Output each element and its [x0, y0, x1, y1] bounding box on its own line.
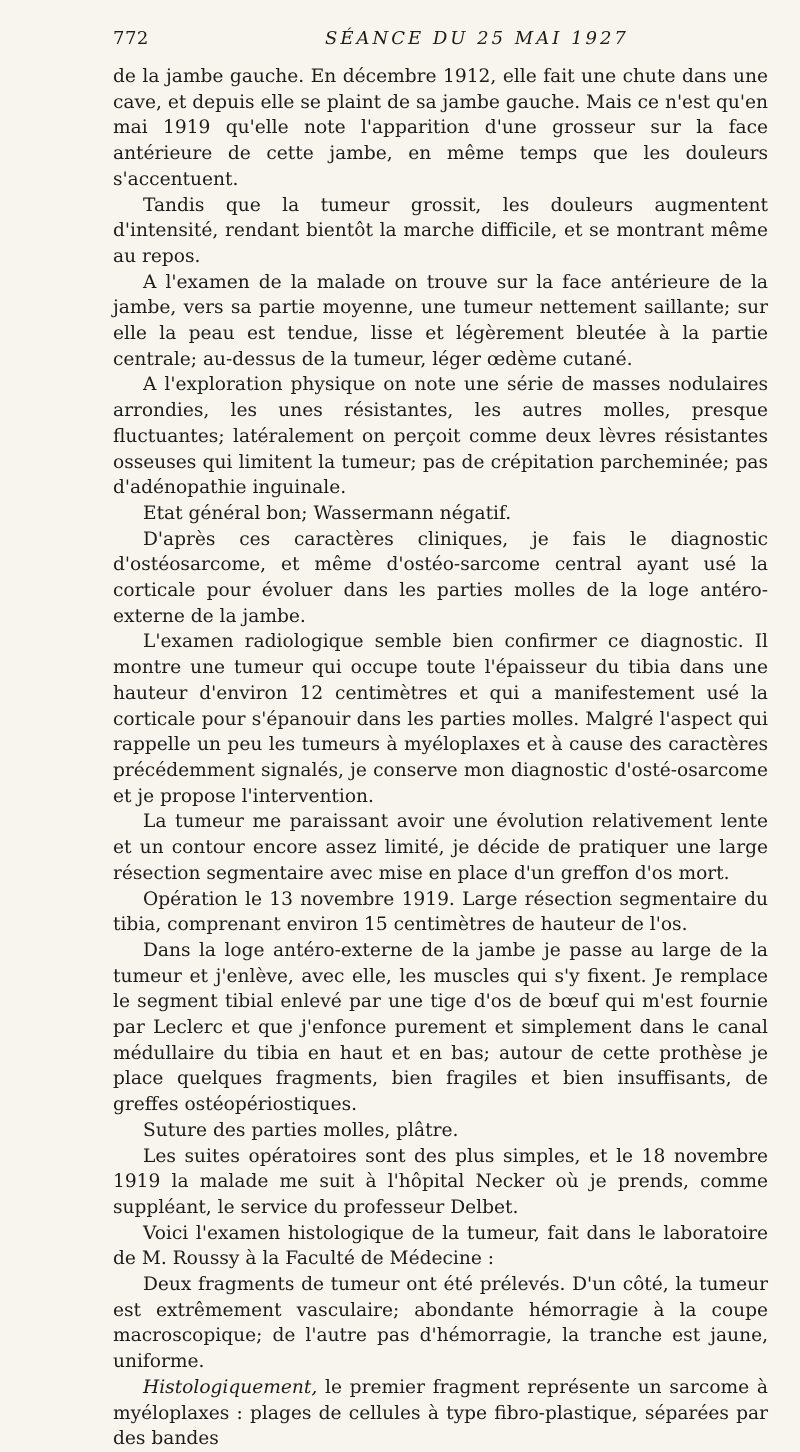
paragraph: A l'examen de la malade on trouve sur la face antérieure de la jambe, vers sa partie moyenne, une tumeur nettement saillante; sur elle la peau est tendue, lisse et légèrement bleutée à la partie centrale; au-dessus de la tumeur, léger œdème cutané. [113, 271, 768, 370]
paragraph: Opération le 13 novembre 1919. Large résection segmentaire du tibia, comprenant environ 15 centimètres de hauteur de l'os. [113, 888, 768, 936]
page-number: 772 [113, 28, 149, 49]
paragraph: Suture des parties molles, plâtre. [143, 1119, 459, 1141]
italic-lead: Histologiquement, [143, 1376, 318, 1398]
paragraph-continuation: le premier fragment représente un sarcome à myéloplaxes : plages de cellules à type fibro-plastique, séparées par des bandes [113, 1376, 768, 1450]
page-header [113, 28, 768, 54]
body-text [113, 64, 768, 1452]
paragraph: Deux fragments de tumeur ont été prélevés. D'un côté, la tumeur est extrêmement vasculaire; abondante hémorragie à la coupe macroscopique; de l'autre pas d'hémorragie, la tranche est jaune, uniforme. [113, 1274, 768, 1373]
paragraph: Dans la loge antéro-externe de la jambe je passe au large de la tumeur et j'enlève, avec elle, les muscles qui s'y fixent. Je remplace le segment tibial enlevé par une tige d'os de bœuf qui m'est fournie par Leclerc et que j'enfonce purement et simplement dans le canal médullaire du tibia en haut et en bas; autour de cette prothèse je place quelques fragments, bien fragiles et bien insuffisants, de greffes ostéopériostiques. [113, 939, 768, 1116]
paragraph: La tumeur me paraissant avoir une évolution relativement lente et un contour encore assez limité, je décide de pratiquer une large résection segmentaire avec mise en place d'un greffon d'os mort. [113, 811, 768, 884]
paragraph: de la jambe gauche. En décembre 1912, elle fait une chute dans une cave, et depuis elle se plaint de sa jambe gauche. Mais ce n'est qu'en mai 1919 qu'elle note l'apparition d'une grosseur sur la face antérieure de cette jambe, en même temps que les douleurs s'accentuent. [113, 66, 768, 190]
paragraph: Etat général bon; Wassermann négatif. [143, 502, 512, 524]
paragraph: Tandis que la tumeur grossit, les douleurs augmentent d'intensité, rendant bientôt la marche difficile, et se montrant même au repos. [113, 194, 768, 267]
paragraph: D'après ces caractères cliniques, je fais le diagnostic d'ostéosarcome, et même d'ostéo-sarcome central ayant usé la corticale pour évoluer dans les parties molles de la loge antéro-externe de la jambe. [113, 528, 768, 627]
paragraph: L'examen radiologique semble bien confirmer ce diagnostic. Il montre une tumeur qui occupe toute l'épaisseur du tibia dans une hauteur d'environ 12 centimètres et qui a manifestement usé la corticale pour s'épanouir dans les parties molles. Malgré l'aspect qui rappelle un peu les tumeurs à myéloplaxes et à cause des caractères précédemment signalés, je conserve mon diagnostic d'osté-osarcome et je propose l'intervention. [113, 631, 768, 807]
paragraph: Voici l'examen histologique de la tumeur, fait dans le laboratoire de M. Roussy à la Faculté de Médecine : [113, 1222, 768, 1270]
paragraph: Les suites opératoires sont des plus simples, et le 18 novembre 1919 la malade me suit à l'hôpital Necker où je prends, comme suppléant, le service du professeur Delbet. [113, 1145, 768, 1218]
running-title: SÉANCE DU 25 MAI 1927 [325, 28, 629, 49]
paragraph: A l'exploration physique on note une série de masses nodulaires arrondies, les unes résistantes, les autres molles, presque fluctuantes; latéralement on perçoit comme deux lèvres résistantes osseuses qui limitent la tumeur; pas de crépitation parcheminée; pas d'adénopathie inguinale. [113, 374, 768, 499]
paragraph-last [113, 1375, 768, 1452]
